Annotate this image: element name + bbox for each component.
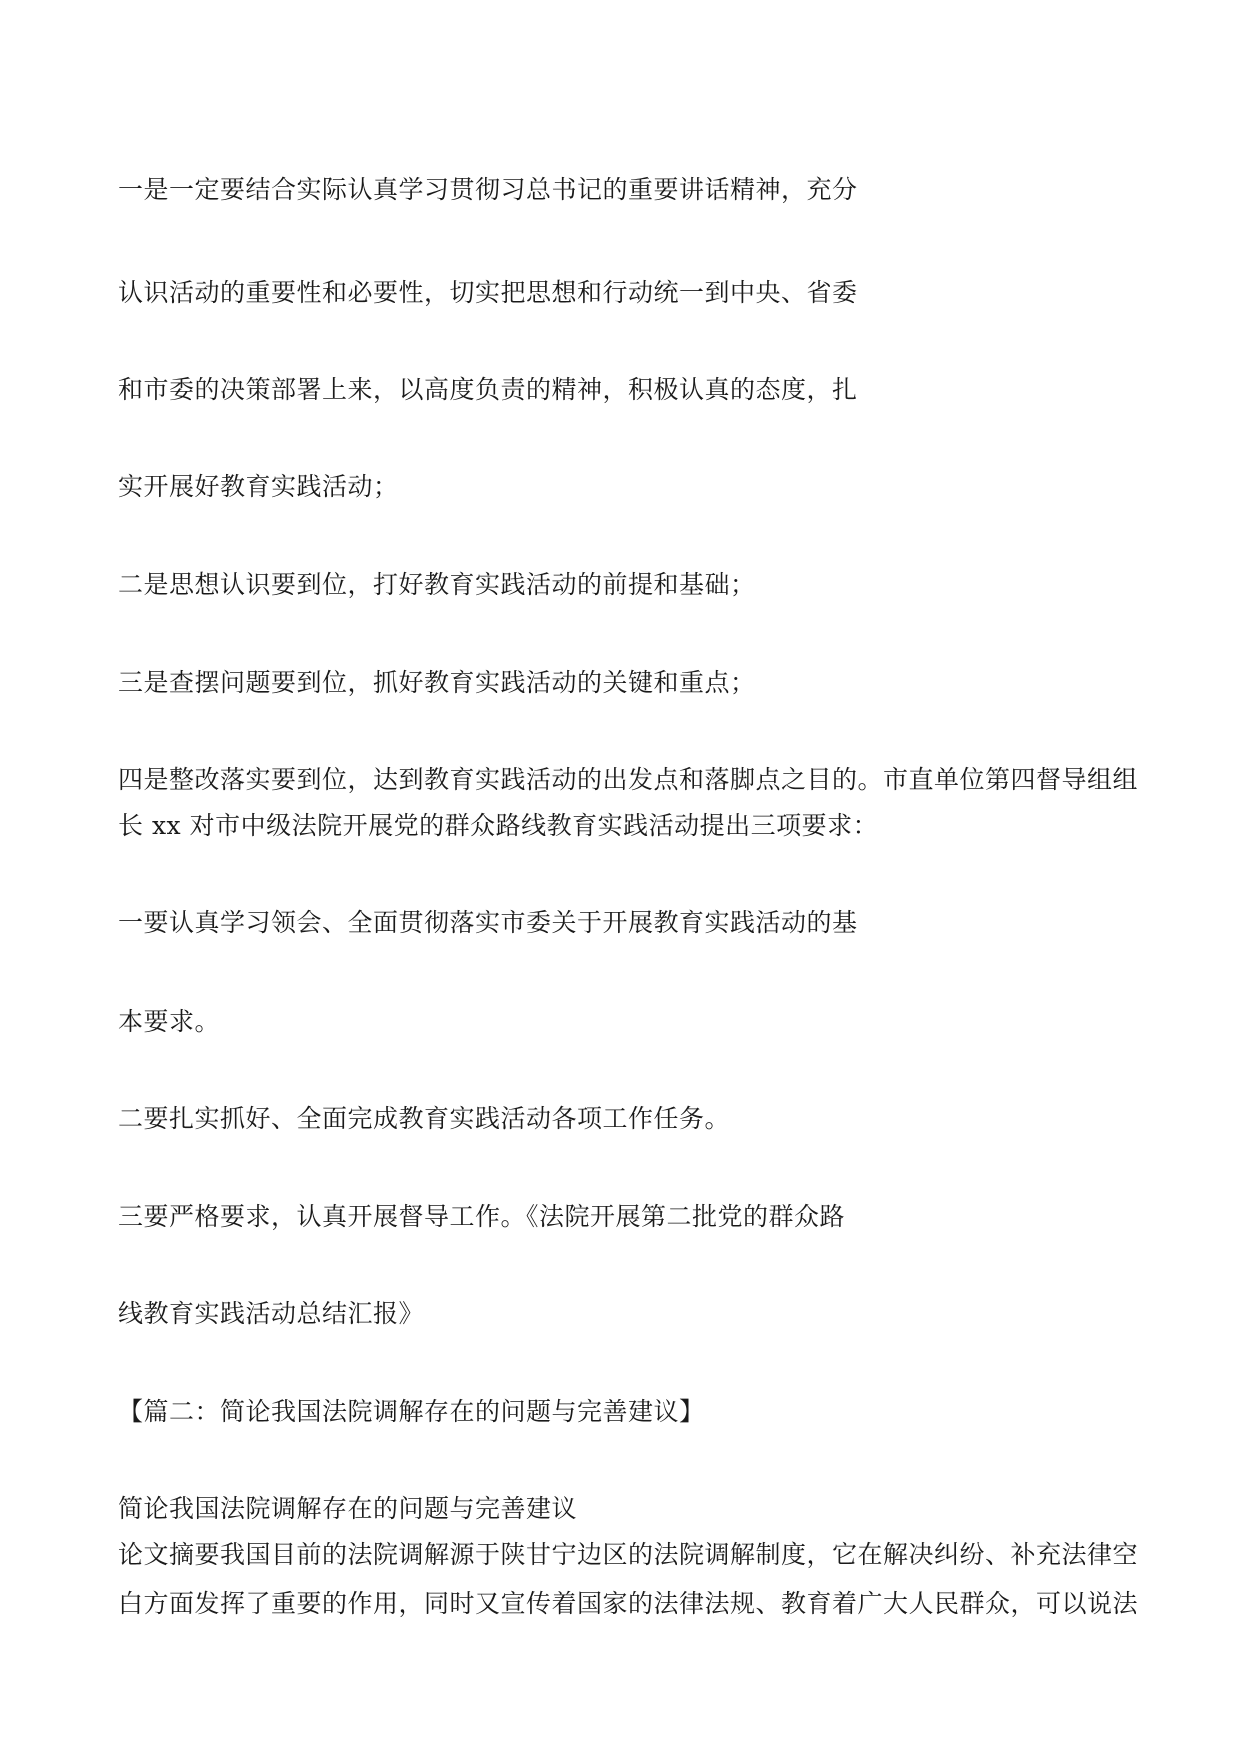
text-line: 和市委的决策部署上来，以高度负责的精神，积极认真的态度，扎 [118, 375, 858, 404]
text-line: 四是整改落实要到位，达到教育实践活动的出发点和落脚点之目的。市直单位第四督导组组 [118, 765, 1139, 794]
text-line: 论文摘要我国目前的法院调解源于陕甘宁边区的法院调解制度，它在解决纠纷、补充法律空 [118, 1540, 1139, 1569]
text-line: 实开展好教育实践活动； [118, 472, 399, 501]
text-line: 一是一定要结合实际认真学习贯彻习总书记的重要讲话精神，充分 [118, 175, 858, 204]
text-line: 三是查摆问题要到位，抓好教育实践活动的关键和重点； [118, 668, 756, 697]
text-line: 二是思想认识要到位，打好教育实践活动的前提和基础； [118, 570, 756, 599]
section-heading: 【篇二：简论我国法院调解存在的问题与完善建议】 [118, 1397, 705, 1426]
text-line: 一要认真学习领会、全面贯彻落实市委关于开展教育实践活动的基 [118, 908, 858, 937]
text-line: 认识活动的重要性和必要性，切实把思想和行动统一到中央、省委 [118, 278, 858, 307]
text-line: 二要扎实抓好、全面完成教育实践活动各项工作任务。 [118, 1104, 731, 1133]
text-line: 长 xx 对市中级法院开展党的群众路线教育实践活动提出三项要求： [118, 811, 879, 840]
text-line: 本要求。 [118, 1007, 221, 1036]
text-line: 三要严格要求，认真开展督导工作。《法院开展第二批党的群众路 [118, 1202, 846, 1231]
article-title: 简论我国法院调解存在的问题与完善建议 [118, 1494, 578, 1523]
text-line: 线教育实践活动总结汇报》 [118, 1299, 425, 1328]
text-line: 白方面发挥了重要的作用，同时又宣传着国家的法律法规、教育着广大人民群众，可以说法 [118, 1589, 1139, 1618]
